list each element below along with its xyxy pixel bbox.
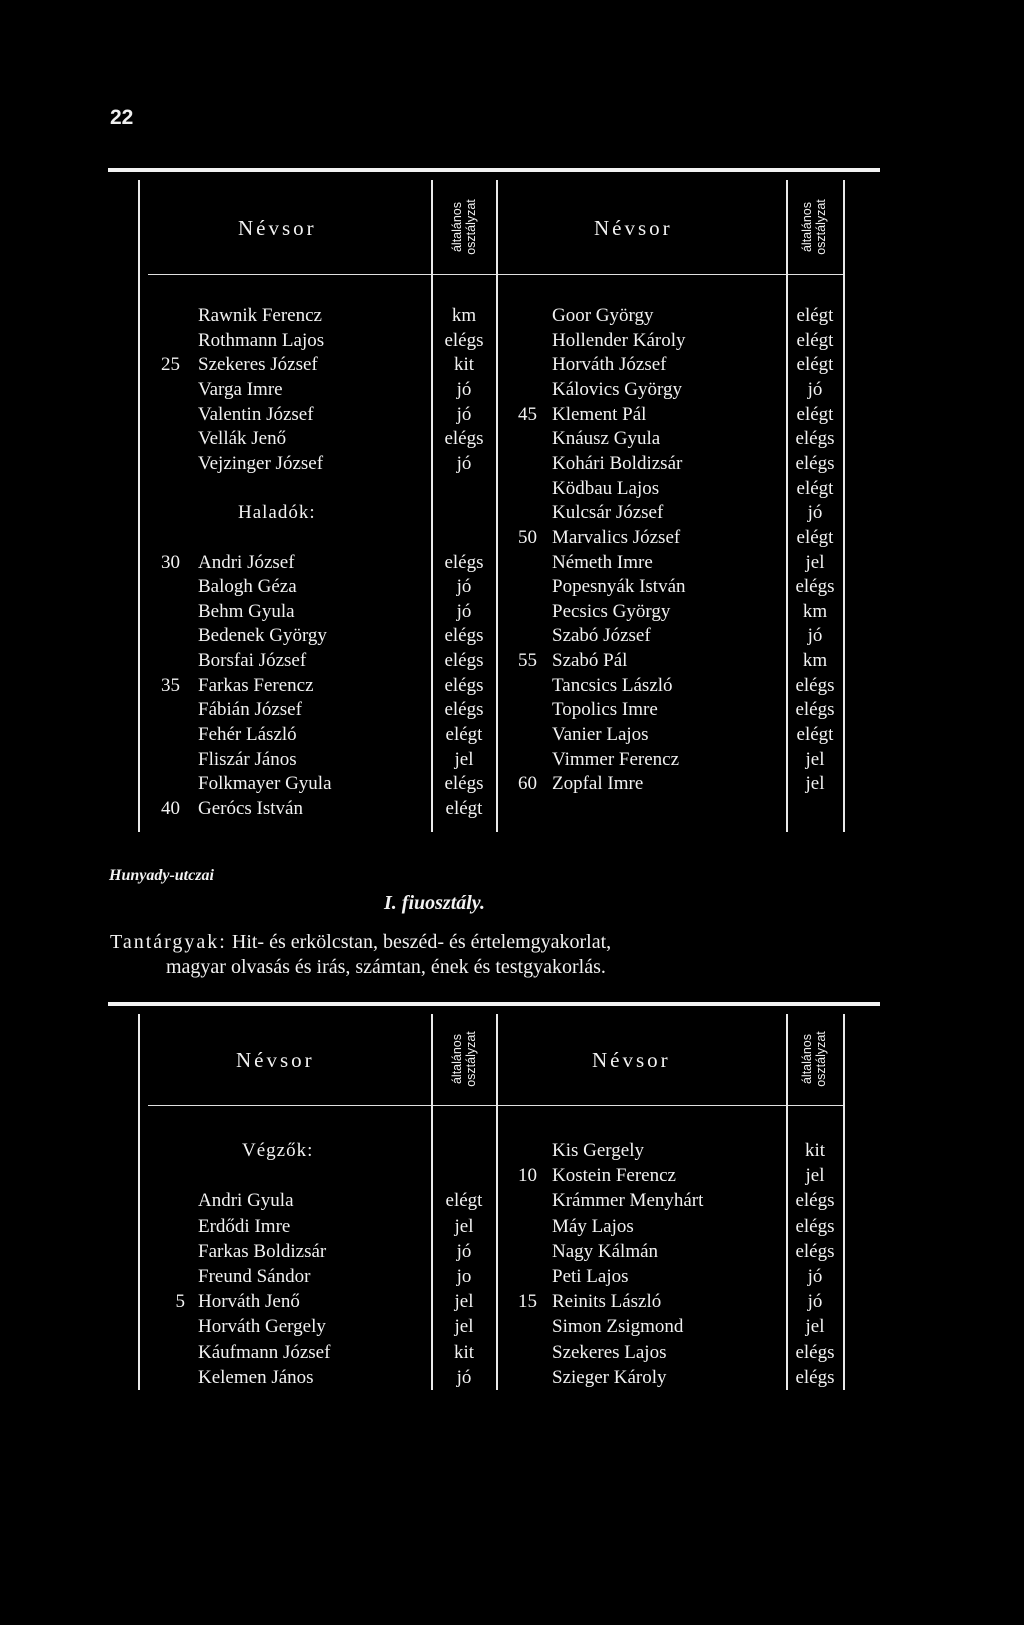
grade-value: elégs bbox=[444, 674, 484, 696]
grade-header-line1: általános bbox=[800, 201, 814, 253]
student-name: Varga Imre bbox=[198, 378, 283, 400]
grade-value: elégs bbox=[795, 452, 835, 474]
row-number bbox=[507, 574, 537, 599]
table1-header-name-left: Névsor bbox=[238, 216, 317, 240]
grade-value: elégs bbox=[795, 1341, 835, 1363]
grade-value: jel bbox=[454, 1291, 474, 1313]
grade-value: elégs bbox=[795, 674, 835, 696]
table-row bbox=[0, 1188, 1024, 1213]
grade-value: jel bbox=[805, 748, 825, 770]
student-name: Kis Gergely bbox=[552, 1140, 644, 1161]
row-number: 45 bbox=[518, 403, 537, 425]
table2-header-grade-left bbox=[449, 1025, 479, 1093]
page-number: 22 bbox=[110, 106, 134, 129]
student-name: Andri József bbox=[198, 551, 295, 573]
row-number bbox=[507, 1239, 537, 1264]
grade-value: jel bbox=[454, 1215, 474, 1237]
table-row bbox=[0, 1163, 1024, 1188]
grade-value: elégs bbox=[444, 650, 484, 672]
section-heading: Végzők: bbox=[242, 1140, 314, 1161]
table-row bbox=[0, 451, 1024, 476]
grade-value: jó bbox=[456, 600, 472, 622]
grade-value: kit bbox=[453, 1341, 475, 1363]
table-row bbox=[0, 771, 1024, 796]
grade-value: elégt bbox=[796, 354, 834, 376]
grade-value: km bbox=[451, 305, 477, 326]
table-row bbox=[0, 303, 1024, 328]
table-row bbox=[0, 1239, 1024, 1264]
table-row bbox=[0, 648, 1024, 673]
grade-value: elégs bbox=[795, 1366, 835, 1388]
row-number bbox=[507, 599, 537, 624]
row-number bbox=[507, 1314, 537, 1339]
row-number bbox=[507, 500, 537, 525]
student-name: Folkmayer Gyula bbox=[198, 773, 332, 795]
grade-value: elégt bbox=[796, 329, 834, 351]
grade-value: elégs bbox=[795, 699, 835, 721]
table-row bbox=[0, 1314, 1024, 1339]
grade-header-line1: általános bbox=[450, 1033, 464, 1085]
subjects-paragraph bbox=[110, 930, 890, 980]
table-row bbox=[0, 476, 1024, 501]
student-name: Vellák Jenő bbox=[198, 428, 287, 450]
student-name: Popesnyák István bbox=[552, 576, 686, 598]
row-number bbox=[507, 623, 537, 648]
grade-value: elégs bbox=[795, 428, 835, 450]
student-name: Behm Gyula bbox=[198, 600, 295, 622]
grade-value: elégt bbox=[796, 477, 834, 499]
student-name: Fliszár János bbox=[198, 748, 297, 770]
student-name: Németh Imre bbox=[552, 551, 653, 573]
table-row bbox=[0, 377, 1024, 402]
grade-value: jó bbox=[456, 452, 472, 474]
grade-header-line1: általános bbox=[450, 201, 464, 253]
grade-value: elégt bbox=[796, 403, 834, 425]
student-name: Kohári Boldizsár bbox=[552, 452, 683, 474]
grade-value: jel bbox=[805, 551, 825, 573]
grade-value: jel bbox=[805, 773, 825, 795]
subjects-line2: magyar olvasás és irás, számtan, ének és testgyakorlás. bbox=[166, 956, 606, 978]
student-name: Borsfai József bbox=[198, 650, 307, 672]
row-number bbox=[507, 328, 537, 353]
row-number: 35 bbox=[161, 674, 180, 696]
student-name: Gerócs István bbox=[198, 798, 303, 819]
row-number bbox=[507, 722, 537, 747]
grade-value: jó bbox=[456, 576, 472, 598]
grade-header-line1: általános bbox=[800, 1033, 814, 1085]
grade-header-line2: osztályzat bbox=[814, 1031, 828, 1087]
student-name: Farkas Boldizsár bbox=[198, 1240, 327, 1262]
grade-value: kit bbox=[804, 1140, 826, 1161]
student-name: Tancsics László bbox=[552, 674, 673, 696]
table-row bbox=[0, 599, 1024, 624]
subjects-label: Tantárgyak: bbox=[110, 931, 227, 953]
student-name: Erdődi Imre bbox=[198, 1215, 291, 1237]
student-name: Rawnik Ferencz bbox=[198, 305, 322, 326]
row-number bbox=[507, 1138, 537, 1163]
grade-value: jó bbox=[456, 1240, 472, 1262]
student-name: Valentin József bbox=[198, 403, 314, 425]
student-name: Vimmer Ferencz bbox=[552, 748, 680, 770]
student-name: Szabó József bbox=[552, 625, 651, 647]
student-name: Horváth József bbox=[552, 354, 667, 376]
table-row bbox=[0, 623, 1024, 648]
row-number bbox=[507, 1264, 537, 1289]
table2-header-name-left: Névsor bbox=[236, 1048, 315, 1072]
table1-top-rule bbox=[108, 168, 880, 172]
grade-value: jó bbox=[807, 1266, 823, 1287]
grade-value: elégt bbox=[445, 798, 483, 819]
grade-value: km bbox=[802, 650, 828, 672]
student-name: Knáusz Gyula bbox=[552, 428, 661, 450]
student-name: Máy Lajos bbox=[552, 1215, 634, 1237]
student-name: Farkas Ferencz bbox=[198, 674, 314, 696]
grade-value: elégt bbox=[445, 1190, 483, 1212]
grade-value: elégs bbox=[444, 329, 484, 351]
grade-header-line2: osztályzat bbox=[464, 1031, 478, 1087]
grade-value: elégs bbox=[444, 773, 484, 795]
student-name: Fehér László bbox=[198, 724, 297, 746]
student-name: Szekeres József bbox=[198, 354, 318, 376]
grade-value: elégs bbox=[795, 576, 835, 598]
grade-value: jel bbox=[454, 1316, 474, 1338]
row-number: 40 bbox=[161, 798, 180, 819]
row-number: 55 bbox=[518, 650, 537, 672]
section-heading: Haladók: bbox=[238, 502, 316, 524]
row-number bbox=[507, 303, 537, 328]
grade-value: jel bbox=[805, 1316, 825, 1338]
table-row bbox=[0, 352, 1024, 377]
grade-value: elégt bbox=[796, 724, 834, 746]
student-name: Fábián József bbox=[198, 699, 302, 721]
grade-value: elégs bbox=[795, 1215, 835, 1237]
student-name: Rothmann Lajos bbox=[198, 329, 325, 351]
student-name: Simon Zsigmond bbox=[552, 1316, 684, 1338]
student-name: Vanier Lajos bbox=[552, 724, 649, 746]
student-name: Kostein Ferencz bbox=[552, 1165, 676, 1187]
table2-top-rule bbox=[108, 1002, 880, 1006]
row-number bbox=[507, 476, 537, 501]
table-row bbox=[0, 1340, 1024, 1365]
grade-value: jó bbox=[807, 1291, 823, 1313]
row-number bbox=[507, 1365, 537, 1390]
student-name: Kálovics György bbox=[552, 378, 682, 400]
grade-value: jó bbox=[807, 625, 823, 647]
student-name: Ködbau Lajos bbox=[552, 477, 660, 499]
table-row bbox=[0, 500, 1024, 525]
student-name: Freund Sándor bbox=[198, 1266, 311, 1287]
table-row bbox=[0, 1214, 1024, 1239]
row-number bbox=[507, 352, 537, 377]
grade-value: jó bbox=[456, 1366, 472, 1388]
row-number: 30 bbox=[161, 551, 180, 573]
student-name: Horváth Gergely bbox=[198, 1316, 326, 1338]
student-name: Balogh Géza bbox=[198, 576, 297, 598]
row-number bbox=[507, 673, 537, 698]
student-name: Reinits László bbox=[552, 1291, 662, 1313]
table2-header-name-right: Névsor bbox=[592, 1048, 671, 1072]
student-name: Sziеger Károly bbox=[552, 1366, 667, 1388]
grade-header-line2: osztályzat bbox=[814, 199, 828, 255]
row-number bbox=[507, 1188, 537, 1213]
table-row bbox=[0, 1264, 1024, 1289]
table-row bbox=[0, 550, 1024, 575]
table1-header-grade-right bbox=[799, 193, 829, 261]
table-row bbox=[0, 574, 1024, 599]
grade-value: jó bbox=[456, 378, 472, 400]
student-name: Zopfal Imre bbox=[552, 773, 644, 795]
table-row bbox=[0, 426, 1024, 451]
row-number bbox=[507, 1340, 537, 1365]
table-row bbox=[0, 796, 1024, 821]
student-name: Bedenek György bbox=[198, 625, 327, 647]
row-number: 50 bbox=[518, 526, 537, 548]
table-row bbox=[0, 525, 1024, 550]
class-title: I. fiuosztály. bbox=[384, 892, 485, 914]
student-name: Nagy Kálmán bbox=[552, 1240, 659, 1262]
table-row bbox=[0, 697, 1024, 722]
row-number: 5 bbox=[175, 1291, 185, 1313]
grade-value: elégt bbox=[796, 305, 834, 326]
student-name: Peti Lajos bbox=[552, 1266, 629, 1287]
grade-value: jel bbox=[805, 1165, 825, 1187]
grade-value: jó bbox=[807, 502, 823, 524]
row-number: 10 bbox=[518, 1165, 537, 1187]
table-row bbox=[0, 402, 1024, 427]
row-number bbox=[507, 377, 537, 402]
student-name: Szekeres Lajos bbox=[552, 1341, 667, 1363]
student-name: Kelemen János bbox=[198, 1366, 314, 1388]
grade-value: km bbox=[802, 600, 828, 622]
row-number: 60 bbox=[518, 773, 537, 795]
grade-value: jel bbox=[454, 748, 474, 770]
row-number bbox=[507, 747, 537, 772]
table2-header-grade-right bbox=[799, 1025, 829, 1093]
table-row bbox=[0, 747, 1024, 772]
grade-value: elégs bbox=[795, 1240, 835, 1262]
grade-value: jo bbox=[456, 1266, 472, 1287]
student-name: Marvalics József bbox=[552, 526, 681, 548]
student-name: Goor György bbox=[552, 305, 654, 326]
table-row bbox=[0, 1365, 1024, 1390]
table1-header-grade-left bbox=[449, 193, 479, 261]
student-name: Vejzinger József bbox=[198, 452, 324, 474]
table-row bbox=[0, 1289, 1024, 1314]
student-name: Szabó Pál bbox=[552, 650, 628, 672]
student-name: Topolics Imre bbox=[552, 699, 658, 721]
row-number bbox=[507, 426, 537, 451]
student-name: Horváth Jenő bbox=[198, 1291, 300, 1313]
student-name: Káufmann József bbox=[198, 1341, 331, 1363]
row-number bbox=[507, 451, 537, 476]
school-name: Hunyady-utczai bbox=[109, 867, 214, 884]
row-number bbox=[507, 550, 537, 575]
student-name: Klement Pál bbox=[552, 403, 647, 425]
row-number: 25 bbox=[161, 354, 180, 376]
grade-value: elégs bbox=[444, 428, 484, 450]
grade-value: elégs bbox=[444, 699, 484, 721]
grade-value: elégs bbox=[444, 625, 484, 647]
table-row bbox=[0, 328, 1024, 353]
student-name: Hollender Károly bbox=[552, 329, 686, 351]
student-name: Andri Gyula bbox=[198, 1190, 294, 1212]
table1-header-name-right: Névsor bbox=[594, 216, 673, 240]
subjects-line1: Hit- és erkölcstan, beszéd- és értelemgyakorlat, bbox=[231, 931, 612, 953]
student-name: Kulcsár József bbox=[552, 502, 664, 524]
row-number bbox=[507, 1214, 537, 1239]
grade-value: jó bbox=[456, 403, 472, 425]
student-name: Krámmer Menyhárt bbox=[552, 1190, 704, 1212]
row-number: 15 bbox=[518, 1291, 537, 1313]
grade-value: elégt bbox=[445, 724, 483, 746]
grade-value: kit bbox=[453, 354, 475, 376]
row-number bbox=[507, 697, 537, 722]
grade-value: elégs bbox=[444, 551, 484, 573]
student-name: Pecsics György bbox=[552, 600, 671, 622]
table-row bbox=[0, 722, 1024, 747]
grade-value: elégs bbox=[795, 1190, 835, 1212]
table-row bbox=[0, 673, 1024, 698]
grade-value: elégt bbox=[796, 526, 834, 548]
table-row bbox=[0, 1138, 1024, 1163]
grade-header-line2: osztályzat bbox=[464, 199, 478, 255]
grade-value: jó bbox=[807, 378, 823, 400]
